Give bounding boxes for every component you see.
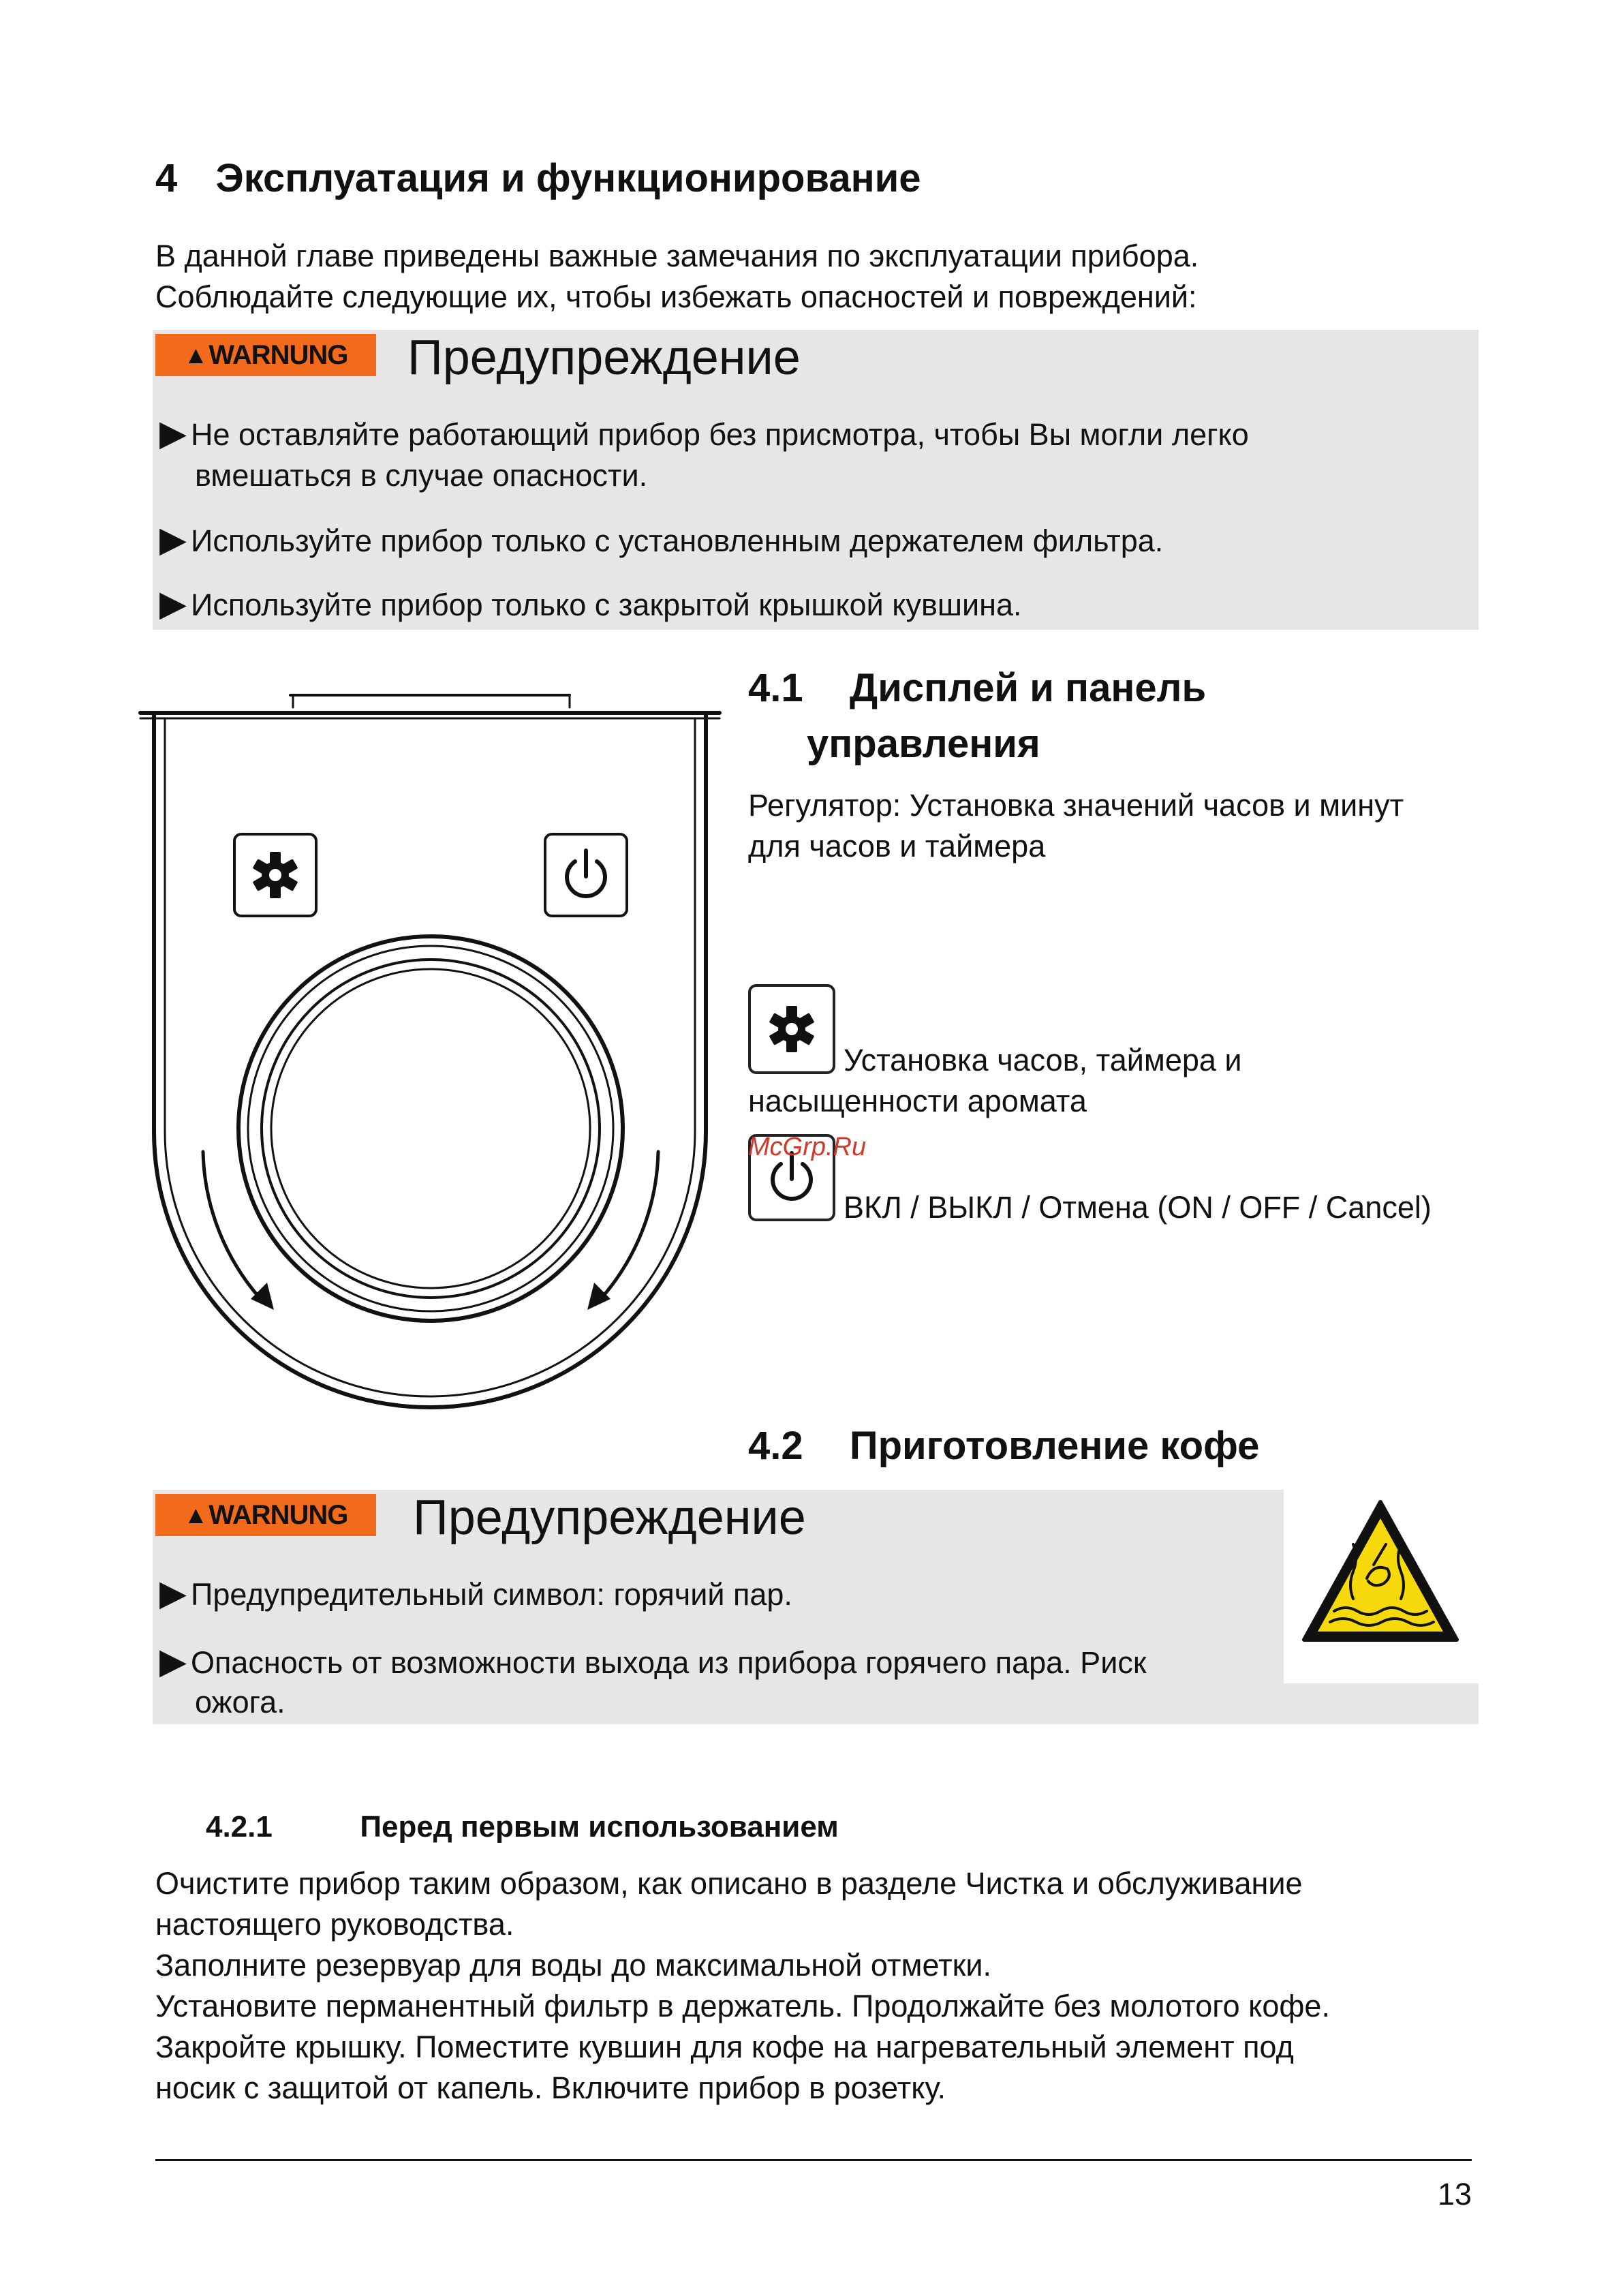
knob-inner-ring <box>262 960 600 1298</box>
bullet-arrow-icon: ▶ <box>159 1574 187 1613</box>
warning1-item-1-cont: вмешаться в случае опасности. <box>195 458 648 493</box>
settings-desc-line2: насыщенности аромата <box>748 1084 1087 1118</box>
section-421-body <box>155 1863 1330 2109</box>
section-421-title: Перед первым использованием <box>360 1810 839 1843</box>
bullet-arrow-icon: ▶ <box>159 584 187 624</box>
warning-triangle-icon: ▲ <box>183 1501 208 1529</box>
footer-rule <box>155 2159 1472 2161</box>
section-421-number: 4.2.1 <box>206 1810 273 1843</box>
intro-line-2: Соблюдайте следующие их, чтобы избежать опасностей и повреждений: <box>155 279 1197 314</box>
section-41-number: 4.1 <box>748 666 803 710</box>
section-42-number: 4.2 <box>748 1424 803 1468</box>
warning-badge-1: ▲ WARNUNG <box>155 334 376 376</box>
section-41-heading <box>748 660 1206 717</box>
control-panel-illustration <box>134 688 733 1424</box>
section-41-title-line2: управления <box>807 722 1040 766</box>
section-421-heading <box>206 1810 839 1844</box>
warning1-item-3: ▶ Используйте прибор только с закрытой крышкой кувшина. <box>159 584 1022 624</box>
power-icon <box>567 851 605 896</box>
bullet-arrow-icon: ▶ <box>159 414 187 453</box>
warning2-item-1: ▶ Предупредительный символ: горячий пар. <box>159 1574 792 1613</box>
page-number: 13 <box>1437 2177 1472 2211</box>
chapter-number: 4 <box>155 156 178 200</box>
bullet-arrow-icon: ▶ <box>159 1642 187 1681</box>
warning2-item-2-cont: ожога. <box>195 1685 285 1719</box>
intro-line-1: В данной главе приведены важные замечания по эксплуатации прибора. <box>155 239 1199 273</box>
body-line: носик с защитой от капель. Включите прибор в розетку. <box>155 2070 946 2105</box>
hot-steam-hazard-icon <box>1299 1497 1462 1647</box>
gear-icon <box>764 1002 819 1056</box>
settings-key <box>748 984 835 1074</box>
warning-box-2-extension <box>153 1683 1479 1724</box>
section-42-heading <box>748 1418 1259 1475</box>
warning2-item-2: ▶ Опасность от возможности выхода из прибора горячего пара. Риск <box>159 1642 1147 1681</box>
body-line: Установите перманентный фильтр в держатель. Продолжайте без молотого кофе. <box>155 1989 1330 2023</box>
chapter-intro <box>155 236 1199 318</box>
panel-outline <box>154 713 706 1407</box>
power-desc: ВКЛ / ВЫКЛ / Отмена (ON / OFF / Cancel) <box>844 1190 1432 1225</box>
regulator-description: Регулятор: Установка значений часов и минут для часов и таймера <box>748 788 1404 863</box>
section-42-title: Приготовление кофе <box>849 1424 1260 1468</box>
body-line: настоящего руководства. <box>155 1907 514 1942</box>
warning1-item-1: ▶ Не оставляйте работающий прибор без присмотра, чтобы Вы могли легко <box>159 414 1249 453</box>
warning-triangle-icon: ▲ <box>183 341 208 369</box>
body-line: Закройте крышку. Поместите кувшин для кофе на нагревательный элемент под <box>155 2030 1294 2064</box>
warning-title-2: Предупреждение <box>413 1490 806 1545</box>
settings-desc-line1: Установка часов, таймера и <box>844 1043 1242 1077</box>
bullet-arrow-icon: ▶ <box>159 520 187 560</box>
warning-title-1: Предупреждение <box>407 331 801 385</box>
chapter-title: Эксплуатация и функционирование <box>215 156 921 200</box>
chapter-heading <box>155 155 921 201</box>
section-41-title-line1: Дисплей и панель <box>849 666 1207 710</box>
knob-outer-ring <box>238 936 623 1321</box>
body-line: Очистите прибор таким образом, как описано в разделе Чистка и обслуживание <box>155 1866 1303 1901</box>
gear-icon <box>253 852 298 898</box>
warning-badge-2: ▲ WARNUNG <box>155 1494 376 1536</box>
body-line: Заполните резервуар для воды до максимальной отметки. <box>155 1948 991 1983</box>
arrow-left-head <box>251 1283 274 1310</box>
warning1-item-2: ▶ Используйте прибор только с установленным держателем фильтра. <box>159 520 1164 560</box>
watermark: McGrp.Ru <box>748 1133 867 1161</box>
arrow-right-head <box>587 1283 610 1310</box>
